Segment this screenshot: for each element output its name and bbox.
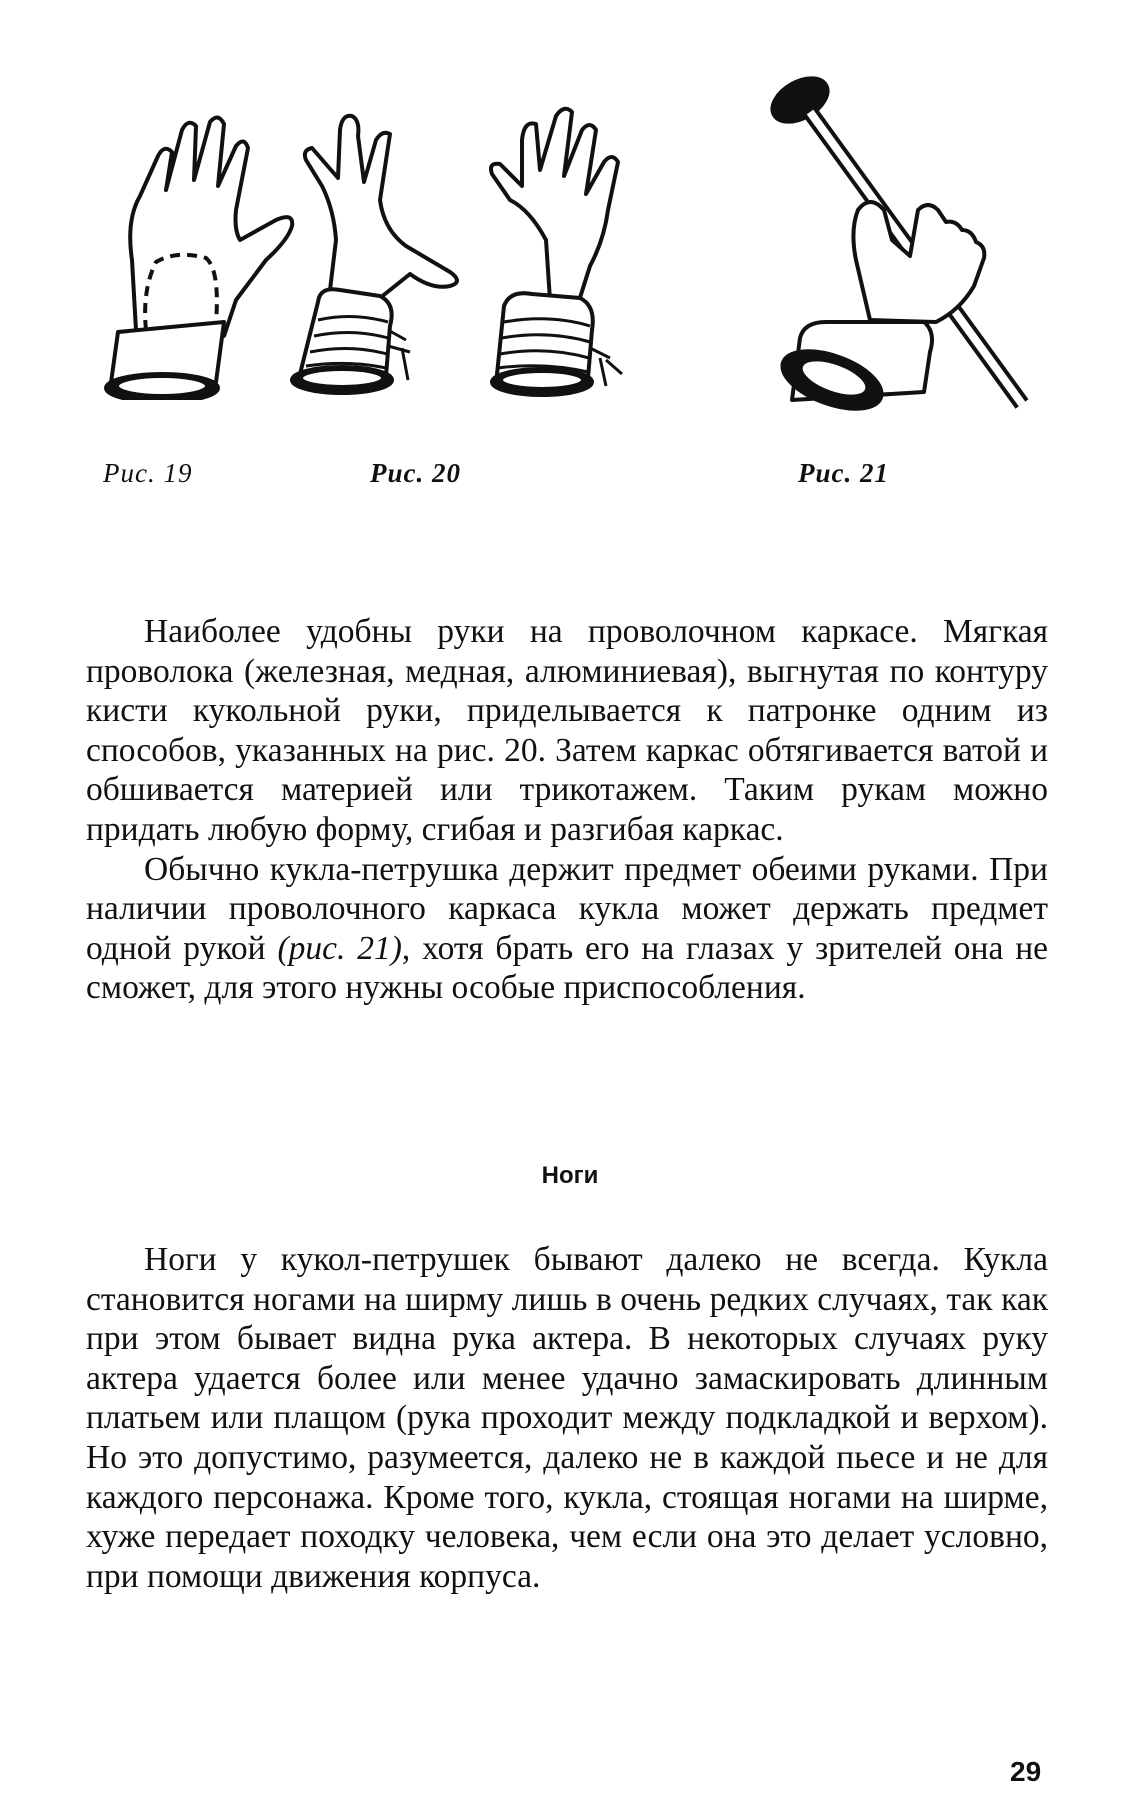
- paragraph: [86, 850, 1048, 1008]
- figure-reference: (рис. 21): [277, 929, 402, 967]
- section-legs-text: [86, 1240, 1048, 1596]
- section-hands-text: [86, 612, 1048, 1008]
- paragraph-text: , хотя брать его на глазах у зрителей она не сможет, для этого нужны особые приспособления.: [86, 929, 1048, 1007]
- figure-21: [760, 60, 1060, 420]
- figure-20-caption: Рис. 20: [370, 458, 461, 488]
- paragraph-text: Обычно кукла-петрушка держит предмет обеими руками. При наличии проволочного каркаса кукла может держать предмет одной рукой: [86, 850, 1048, 967]
- glove-wire-wrapped-hand-icon: [260, 90, 680, 410]
- paragraph: Наиболее удобны руки на проволочном каркасе. Мягкая проволока (железная, медная, алюминиевая), выгнутая по контуру кисти кукольной руки, приделывается к патронке одним из способов, указанных на рис. 20. Затем каркас обтягивается ватой и обшивается материей или трикотажем. Таким рукам можно придать любую форму, сгибая и разгибая каркас.: [86, 613, 1048, 848]
- figures-row: [80, 60, 1060, 430]
- figure-20: [260, 90, 680, 410]
- section-heading: Ноги: [541, 1162, 599, 1189]
- figure-19-caption: Рис. 19: [103, 458, 193, 488]
- hand-holding-stick-icon: [760, 60, 1060, 420]
- figure-21-caption: Рис. 21: [798, 458, 889, 488]
- page-number: 29: [1010, 1756, 1042, 1787]
- paragraph: Ноги у кукол-петрушек бывают далеко не всегда. Кукла становится ногами на ширму лишь в очень редких случаях, так как при этом бывает видна рука актера. В некоторых случаях руку актера удается более или менее удачно замаскировать длинным платьем или плащом (рука проходит между подкладкой и верхом). Но это допустимо, разумеется, далеко не в каждой пьесе и не для каждого персонажа. Кроме того, кукла, стоящая ногами на ширме, хуже передает походку человека, чем если она это делает условно, при помощи движения корпуса.: [86, 1241, 1048, 1595]
